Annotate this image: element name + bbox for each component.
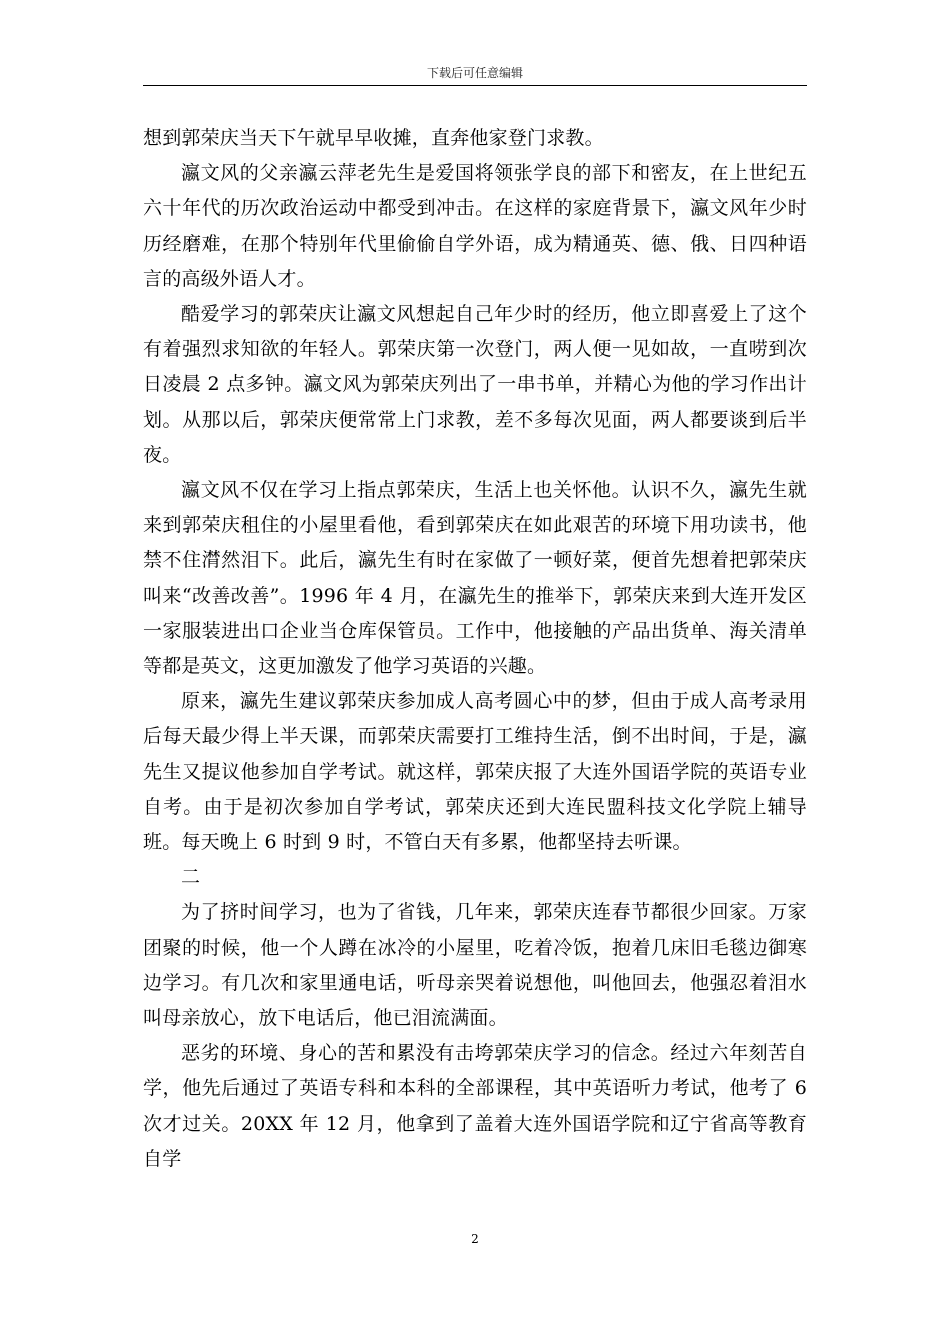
paragraph-self-study-exam: 原来，瀛先生建议郭荣庆参加成人高考圆心中的梦，但由于成人高考录用后每天最少得上半天课，而郭荣庆需要打工维持生活，倒不出时间，于是，瀛先生又提议他参加自学考试。就这样，郭荣庆报了大连外国语学院的英语专业自考。由于是初次参加自学考试，郭荣庆还到大连民盟科技文化学院上辅导班。每天晚上 6 时到 9 时，不管白天有多累，他都坚持去听课。 <box>143 690 807 854</box>
header-divider <box>143 85 807 86</box>
paragraph-life-care: 瀛文风不仅在学习上指点郭荣庆，生活上也关怀他。认识不久，瀛先生就来到郭荣庆租住的小屋里看他，看到郭荣庆在如此艰苦的环境下用功读书，他禁不住潸然泪下。此后，瀛先生有时在家做了一顿好菜，便首先想着把郭荣庆叫来“改善改善”。1996 年 4 月，在瀛先生的推举下，郭荣庆来到大连开发区一家服装进出口企业当仓库保管员。工作中，他接触的产品出货单、海关清单等都是英文，这更加激发了他学习英语的兴趣。 <box>143 479 807 678</box>
paragraph-continuation: 想到郭荣庆当天下午就早早收摊，直奔他家登门求教。 <box>143 127 604 149</box>
section-heading-two: 二 <box>181 866 201 889</box>
paragraph-perseverance: 恶劣的环境、身心的苦和累没有击垮郭荣庆学习的信念。经过六年刻苦自学，他先后通过了英语专科和本科的全部课程，其中英语听力考试，他考了 6 次才过关。20XX 年 12 月，他拿到了盖着大连外国语学院和辽宁省高等教育自学 <box>143 1042 807 1170</box>
paragraph-family-background: 瀛文风的父亲瀛云萍老先生是爱国将领张学良的部下和密友，在上世纪五六十年代的历次政治运动中都受到冲击。在这样的家庭背景下，瀛文风年少时历经磨难，在那个特别年代里偷偷自学外语，成为精通英、德、俄、日四种语言的高级外语人才。 <box>143 162 807 290</box>
paragraph-saving-time: 为了挤时间学习，也为了省钱，几年来，郭荣庆连春节都很少回家。万家团聚的时候，他一个人蹲在冰冷的小屋里，吃着冷饭，抱着几床旧毛毯边御寒边学习。有几次和家里通电话，听母亲哭着说想他，叫他回去，他强忍着泪水叫母亲放心，放下电话后，他已泪流满面。 <box>143 901 807 1030</box>
document-body <box>143 121 807 1177</box>
paragraph-first-visit: 酷爱学习的郭荣庆让瀛文风想起自己年少时的经历，他立即喜爱上了这个有着强烈求知欲的年轻人。郭荣庆第一次登门，两人便一见如故，一直唠到次日凌晨 2 点多钟。瀛文风为郭荣庆列出了一串书单，并精心为他的学习作出计划。从那以后，郭荣庆便常常上门求教，差不多每次见面，两人都要谈到后半夜。 <box>143 303 807 466</box>
page-number: 2 <box>471 1232 479 1246</box>
page-header: 下载后可任意编辑 <box>426 66 523 80</box>
